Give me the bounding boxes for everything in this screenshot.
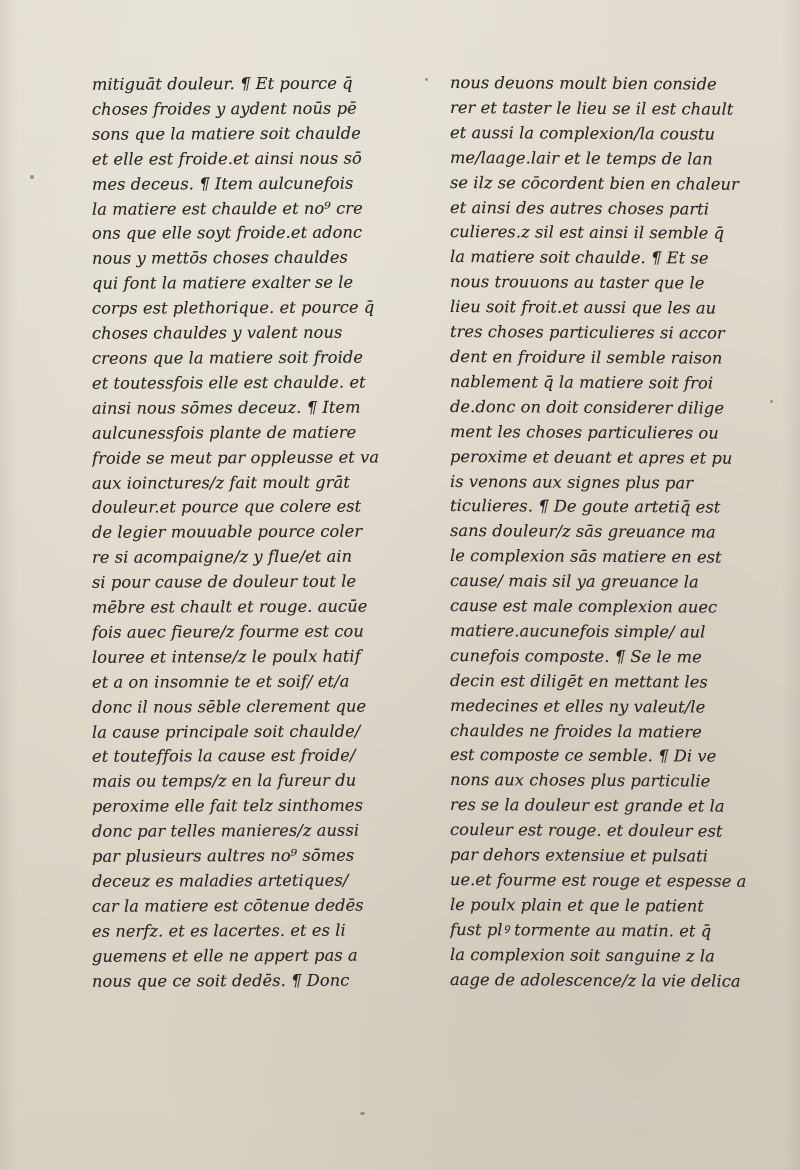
right-column-line: medecines et elles ny valeut/le	[449, 695, 706, 717]
left-column-line: et elle est froide.et ainsi nous sō	[91, 148, 362, 169]
page-edge-shadow-left	[0, 0, 18, 1170]
left-column-line: car la matiere est cōtenue dedēs	[91, 895, 364, 916]
left-column-line: choses chauldes y valent nous	[91, 322, 343, 343]
right-column-line: me/laage.lair et le temps de lan	[449, 147, 713, 169]
left-column-line: deceuz es maladies artetiques/	[91, 870, 349, 891]
right-column-line: ticulieres. ¶ De goute artetiq̄ est	[449, 496, 721, 518]
right-column-line: cunefois composte. ¶ Se le me	[449, 645, 702, 667]
left-text-column	[92, 72, 442, 994]
left-column-line: re si acompaigne/z y flue/et ain	[91, 546, 353, 567]
right-column-line: ment les choses particulieres ou	[449, 421, 719, 443]
right-column-line: rer et taster le lieu se il est chault	[449, 97, 734, 119]
left-column-line: et touteffois la cause est froide/	[91, 746, 356, 767]
right-column-line: res se la douleur est grande et la	[449, 795, 725, 816]
right-column-line: le complexion sās matiere en est	[449, 546, 722, 567]
right-column-line: peroxime et deuant et apres et pu	[449, 446, 733, 468]
right-column-line: nons aux choses plus particulie	[449, 770, 711, 791]
ink-fleck	[770, 400, 773, 403]
left-column-line: fois auec fieure/z fourme est cou	[91, 621, 364, 642]
ink-fleck	[425, 78, 428, 81]
right-column-line: is venons aux signes plus par	[449, 471, 694, 492]
right-column-line: sans douleur/z sās greuance ma	[449, 521, 716, 542]
left-column-line: aux ioinctures/z fait moult grāt	[91, 472, 350, 493]
left-column-line: mēbre est chault et rouge. aucūe	[91, 596, 368, 617]
left-column-line: froide se meut par oppleusse et va	[91, 447, 380, 468]
left-column-line: douleur.et pource que colere est	[91, 496, 362, 518]
left-column-line: peroxime elle fait telz sinthomes	[91, 795, 364, 817]
right-column-line: et aussi la complexion/la coustu	[449, 122, 716, 144]
left-column-line: et a on insomnie te et soif/ et/a	[91, 671, 350, 692]
right-column-line: nous deuons moult bien conside	[449, 72, 717, 94]
right-column-line: le poulx plain et que le patient	[449, 894, 704, 916]
left-column-line: ainsi nous sōmes deceuz. ¶ Item	[91, 397, 361, 418]
left-column-line: ons que elle soyt froide.et adonc	[91, 223, 363, 244]
left-column-line: donc par telles manieres/z aussi	[91, 820, 360, 841]
left-column-line: de legier mouuable pource coler	[91, 521, 363, 543]
left-column-line: es nerfz. et es lacertes. et es li	[91, 920, 346, 941]
left-column-line: nous que ce soit dedēs. ¶ Donc	[91, 970, 350, 991]
right-column-line: cause/ mais sil ya greuance la	[449, 571, 699, 592]
left-column-line: guemens et elle ne appert pas a	[91, 945, 358, 966]
right-column-line: decin est diligēt en mettant les	[449, 670, 708, 692]
ink-fleck	[360, 1112, 365, 1115]
right-text-column	[450, 72, 795, 994]
right-column-line: cause est male complexion auec	[449, 595, 718, 617]
left-column-line: aulcunessfois plante de matiere	[91, 422, 357, 443]
right-column-line: culieres.z sil est ainsi il semble q̄	[449, 222, 725, 244]
right-column-line: par dehors extensiue et pulsati	[449, 845, 709, 866]
right-column-line: tres choses particulieres si accor	[449, 322, 725, 343]
left-column-line: corps est plethorique. et pource q̄	[91, 297, 375, 318]
right-column-line: nous trouuons au taster que le	[449, 272, 705, 293]
right-column-line: fust plꝰ tormente au matin. et q̄	[449, 919, 712, 941]
left-column-line: qui font la matiere exalter se le	[91, 272, 354, 294]
right-column-line: est composte ce semble. ¶ Di ve	[449, 745, 717, 767]
right-column-line: lieu soit froit.et aussi que les au	[449, 297, 717, 318]
right-column-line: aage de adolescence/z la vie delica	[449, 969, 741, 991]
right-column-line: couleur est rouge. et douleur est	[449, 820, 723, 841]
left-column-line: donc il nous sēble clerement que	[91, 696, 367, 717]
left-column-line: nous y mettōs choses chauldes	[91, 247, 348, 269]
left-column-line: choses froides y aydent noūs pē	[91, 98, 357, 119]
left-column-line: la matiere est chaulde et no⁹ cre	[91, 198, 363, 219]
left-column-line: la cause principale soit chaulde/	[91, 721, 361, 742]
left-column-line: sons que la matiere soit chaulde	[91, 123, 361, 144]
right-column-line: et ainsi des autres choses parti	[449, 197, 710, 219]
right-column-line: chauldes ne froides la matiere	[449, 720, 702, 742]
right-column-line: nablement q̄ la matiere soit froi	[449, 371, 714, 393]
left-column-line: par plusieurs aultres no⁹ sōmes	[91, 845, 355, 866]
right-column-line: de.donc on doit considerer dilige	[449, 396, 725, 418]
left-column-line: mitiguāt douleur. ¶ Et pource q̄	[91, 73, 353, 94]
right-column-line: la matiere soit chaulde. ¶ Et se	[449, 247, 709, 268]
left-column-line: mais ou temps/z en la fureur du	[91, 770, 357, 792]
left-column-line: mes deceus. ¶ Item aulcunefois	[91, 173, 354, 194]
right-column-line: matiere.aucunefois simple/ aul	[449, 620, 706, 642]
ink-fleck	[30, 175, 34, 179]
left-column-line: louree et intense/z le poulx hatif	[91, 646, 361, 667]
left-column-line: si pour cause de douleur tout le	[91, 571, 357, 592]
left-column-line: et toutessfois elle est chaulde. et	[91, 372, 366, 393]
left-column-line: creons que la matiere soit froide	[91, 347, 364, 368]
right-column-line: se ilz se cōcordent bien en chaleur	[449, 172, 739, 194]
right-column-line: ue.et fourme est rouge et espesse a	[449, 869, 747, 891]
right-column-line: dent en froidure il semble raison	[449, 346, 723, 368]
right-column-line: la complexion soit sanguine z la	[449, 944, 716, 966]
